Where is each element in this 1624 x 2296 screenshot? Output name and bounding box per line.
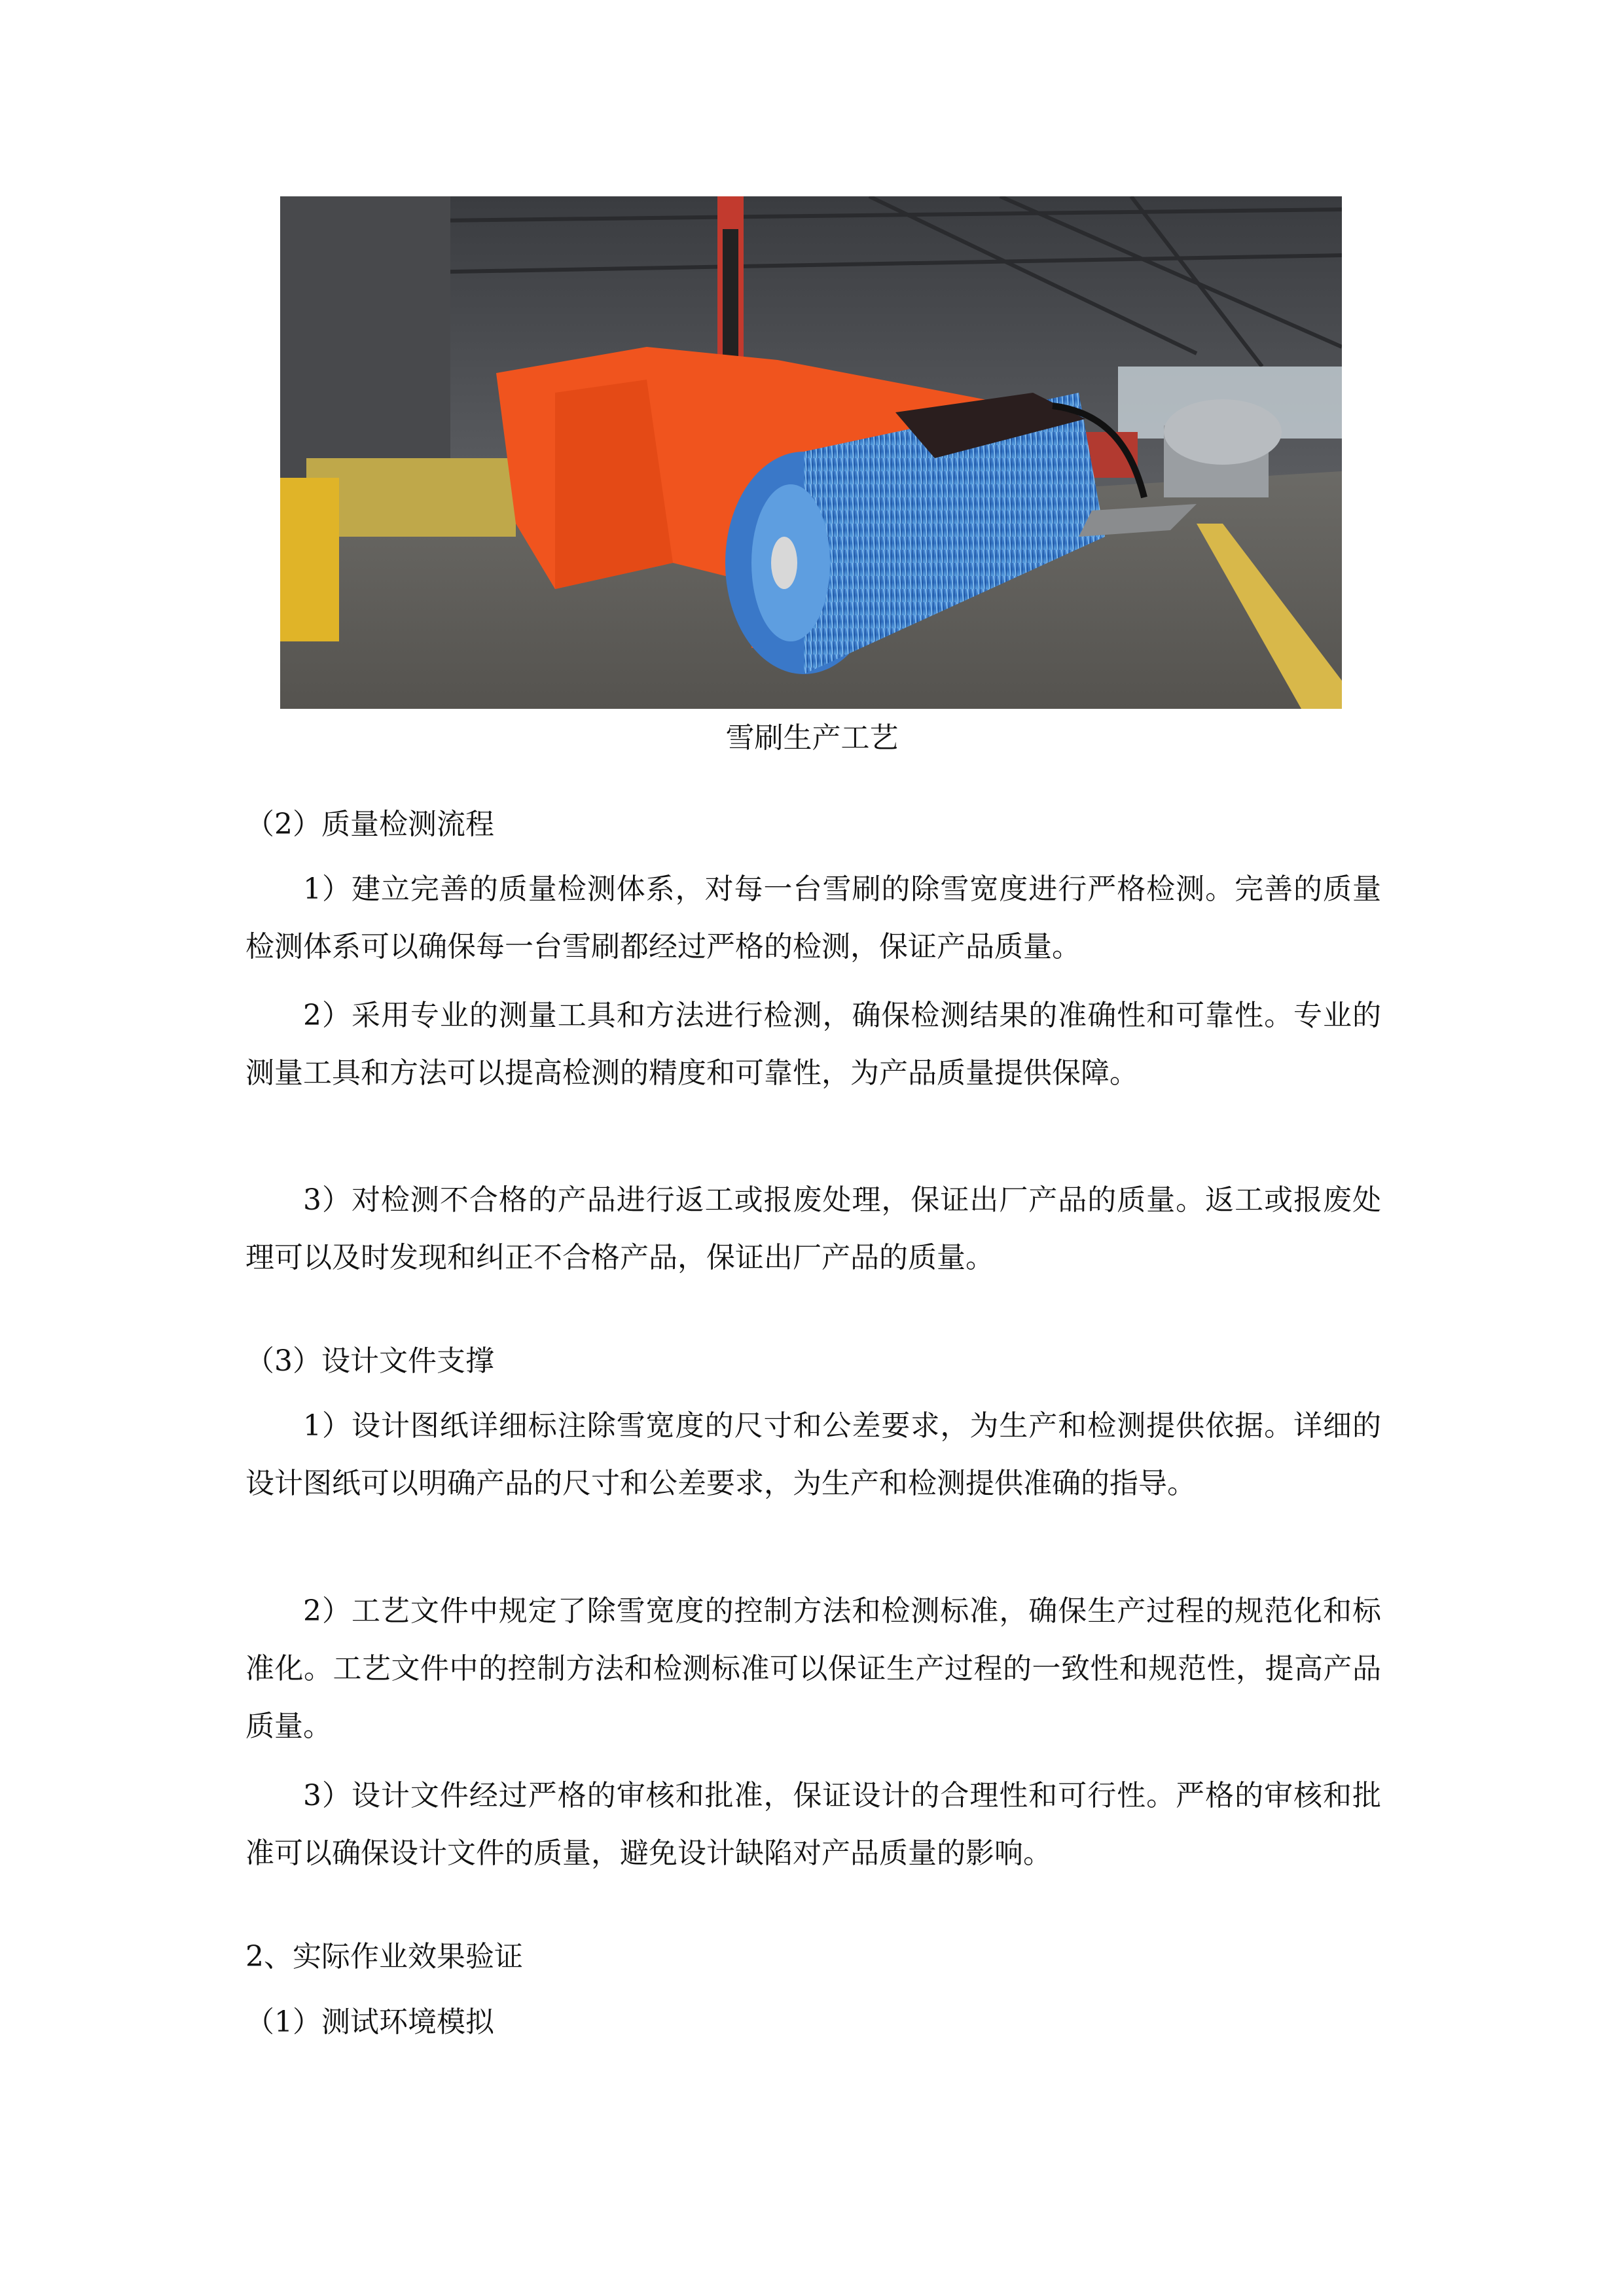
snow-brush-photo: [280, 196, 1342, 709]
section-heading-verification: 2、实际作业效果验证: [245, 1940, 523, 1973]
paragraph-design-1: 1）设计图纸详细标注除雪宽度的尺寸和公差要求，为生产和检测提供依据。详细的设计图纸可以明确产品的尺寸和公差要求，为生产和检测提供准确的指导。: [245, 1409, 1381, 1500]
figure-caption: 雪刷生产工艺: [725, 721, 899, 755]
subsection-heading-test-environment: （1）测试环境模拟: [245, 2005, 494, 2039]
paragraph-quality-2: 2）采用专业的测量工具和方法进行检测，确保检测结果的准确性和可靠性。专业的测量工具和方法可以提高检测的精度和可靠性，为产品质量提供保障。: [245, 999, 1381, 1090]
section-heading-design: （3）设计文件支撑: [245, 1344, 494, 1378]
paragraph-design-3: 3）设计文件经过严格的审核和批准，保证设计的合理性和可行性。严格的审核和批准可以确保设计文件的质量，避免设计缺陷对产品质量的影响。: [245, 1779, 1381, 1870]
paragraph-design-2: 2）工艺文件中规定了除雪宽度的控制方法和检测标准，确保生产过程的规范化和标准化。工艺文件中的控制方法和检测标准可以保证生产过程的一致性和规范性，提高产品质量。: [245, 1594, 1381, 1743]
section-heading-quality: （2）质量检测流程: [245, 808, 494, 841]
paragraph-quality-3: 3）对检测不合格的产品进行返工或报废处理，保证出厂产品的质量。返工或报废处理可以及时发现和纠正不合格产品，保证出厂产品的质量。: [245, 1183, 1381, 1274]
paragraph-quality-1: 1）建立完善的质量检测体系，对每一台雪刷的除雪宽度进行严格检测。完善的质量检测体系可以确保每一台雪刷都经过严格的检测，保证产品质量。: [245, 872, 1381, 963]
snow-brush-illustration: [280, 196, 1342, 709]
